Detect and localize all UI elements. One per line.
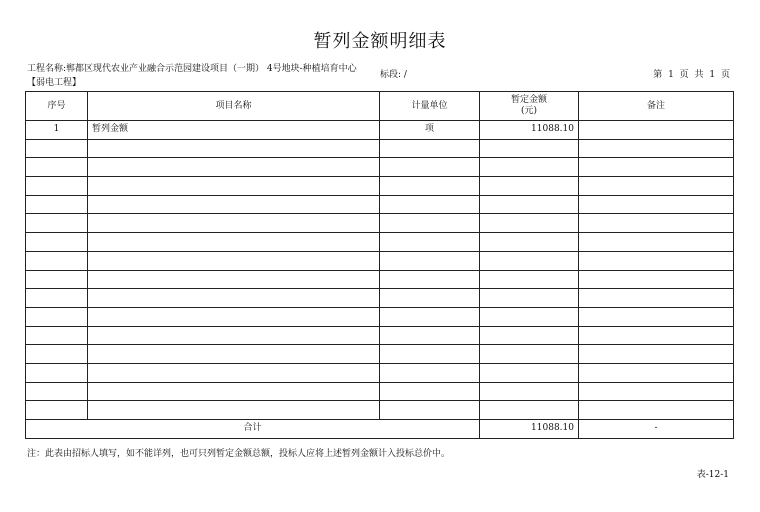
empty-cell xyxy=(380,270,480,289)
header-unit: 计量单位 xyxy=(380,92,480,121)
empty-cell xyxy=(480,251,579,270)
empty-cell xyxy=(380,214,480,233)
empty-cell xyxy=(579,382,734,401)
empty-cell xyxy=(26,401,88,420)
empty-cell xyxy=(579,345,734,364)
empty-cell xyxy=(380,382,480,401)
total-row xyxy=(26,420,734,439)
empty-cell xyxy=(480,214,579,233)
empty-table-row xyxy=(26,289,734,308)
empty-cell xyxy=(480,289,579,308)
empty-cell xyxy=(380,139,480,158)
empty-cell xyxy=(380,177,480,196)
empty-cell xyxy=(88,270,380,289)
empty-cell xyxy=(26,307,88,326)
total-label: 合计 xyxy=(26,420,480,439)
empty-cell xyxy=(579,177,734,196)
empty-cell xyxy=(480,233,579,252)
project-name: 郸都区现代农业产业融合示范园建设项目（一期） 4号地块-种植培育中心 xyxy=(66,64,357,74)
empty-cell xyxy=(380,289,480,308)
empty-table-row xyxy=(26,270,734,289)
empty-cell xyxy=(480,139,579,158)
cell-no: 1 xyxy=(26,121,88,140)
header-amount xyxy=(480,92,579,121)
page-title: 暂列金额明细表 xyxy=(313,31,447,52)
empty-cell xyxy=(26,177,88,196)
empty-cell xyxy=(26,382,88,401)
empty-table-row xyxy=(26,345,734,364)
empty-cell xyxy=(88,401,380,420)
empty-table-row xyxy=(26,307,734,326)
project-name-line xyxy=(27,61,357,74)
empty-cell xyxy=(88,345,380,364)
header-no: 序号 xyxy=(26,92,88,121)
bid-section: 标段: / xyxy=(380,70,407,80)
empty-cell xyxy=(480,363,579,382)
empty-table-row xyxy=(26,401,734,420)
provisional-sum-table xyxy=(25,91,734,439)
empty-cell xyxy=(380,363,480,382)
empty-table-row xyxy=(26,363,734,382)
empty-cell xyxy=(26,270,88,289)
cell-amount: 11088.10 xyxy=(480,121,579,140)
empty-table-row xyxy=(26,326,734,345)
empty-cell xyxy=(88,289,380,308)
page-info: 第 1 页 共 1 页 xyxy=(653,70,730,80)
empty-cell xyxy=(579,158,734,177)
empty-cell xyxy=(26,139,88,158)
empty-cell xyxy=(380,307,480,326)
empty-cell xyxy=(380,345,480,364)
empty-cell xyxy=(380,233,480,252)
empty-cell xyxy=(579,214,734,233)
empty-cell xyxy=(88,177,380,196)
form-number: 表-12-1 xyxy=(696,470,729,480)
empty-cell xyxy=(579,326,734,345)
empty-cell xyxy=(480,382,579,401)
total-remark: - xyxy=(579,420,734,439)
empty-cell xyxy=(579,233,734,252)
empty-cell xyxy=(579,401,734,420)
empty-cell xyxy=(88,382,380,401)
total-amount: 11088.10 xyxy=(480,420,579,439)
footnote: 注：此表由招标人填写，如不能详列，也可只列暂定金额总额，投标人应将上述暂列金额计入投标总价中。 xyxy=(27,449,451,459)
empty-cell xyxy=(579,307,734,326)
empty-table-row xyxy=(26,139,734,158)
empty-cell xyxy=(88,251,380,270)
empty-table-row xyxy=(26,233,734,252)
empty-cell xyxy=(26,251,88,270)
empty-table-row xyxy=(26,177,734,196)
empty-cell xyxy=(26,158,88,177)
empty-cell xyxy=(480,345,579,364)
empty-cell xyxy=(26,289,88,308)
empty-cell xyxy=(380,251,480,270)
empty-table-row xyxy=(26,214,734,233)
cell-remark xyxy=(579,121,734,140)
section-label: 【弱电工程】 xyxy=(27,78,82,88)
header-remark: 备注 xyxy=(579,92,734,121)
empty-cell xyxy=(88,307,380,326)
header-amount-line1: 暂定金额 xyxy=(510,95,547,105)
empty-cell xyxy=(26,363,88,382)
empty-cell xyxy=(480,177,579,196)
cell-name: 暂列金额 xyxy=(88,121,380,140)
empty-cell xyxy=(480,270,579,289)
empty-cell xyxy=(26,214,88,233)
table-row xyxy=(26,121,734,140)
empty-cell xyxy=(380,158,480,177)
table-body xyxy=(26,121,734,420)
header-amount-line2: (元) xyxy=(520,106,538,116)
empty-cell xyxy=(26,195,88,214)
empty-cell xyxy=(88,195,380,214)
empty-table-row xyxy=(26,195,734,214)
empty-cell xyxy=(88,139,380,158)
empty-cell xyxy=(480,326,579,345)
project-label: 工程名称: xyxy=(27,64,67,74)
empty-cell xyxy=(380,195,480,214)
empty-cell xyxy=(579,139,734,158)
header-name: 项目名称 xyxy=(88,92,380,121)
empty-cell xyxy=(579,270,734,289)
cell-unit: 项 xyxy=(380,121,480,140)
empty-cell xyxy=(88,326,380,345)
empty-cell xyxy=(480,195,579,214)
empty-cell xyxy=(579,195,734,214)
empty-cell xyxy=(88,158,380,177)
table-header-row xyxy=(26,92,734,121)
empty-cell xyxy=(579,289,734,308)
empty-cell xyxy=(88,233,380,252)
empty-cell xyxy=(88,214,380,233)
empty-table-row xyxy=(26,251,734,270)
empty-cell xyxy=(480,158,579,177)
empty-cell xyxy=(26,326,88,345)
empty-cell xyxy=(380,401,480,420)
empty-cell xyxy=(579,251,734,270)
empty-cell xyxy=(579,363,734,382)
empty-cell xyxy=(26,233,88,252)
empty-table-row xyxy=(26,382,734,401)
empty-cell xyxy=(480,307,579,326)
empty-cell xyxy=(88,363,380,382)
empty-cell xyxy=(480,401,579,420)
empty-cell xyxy=(380,326,480,345)
empty-table-row xyxy=(26,158,734,177)
empty-cell xyxy=(26,345,88,364)
